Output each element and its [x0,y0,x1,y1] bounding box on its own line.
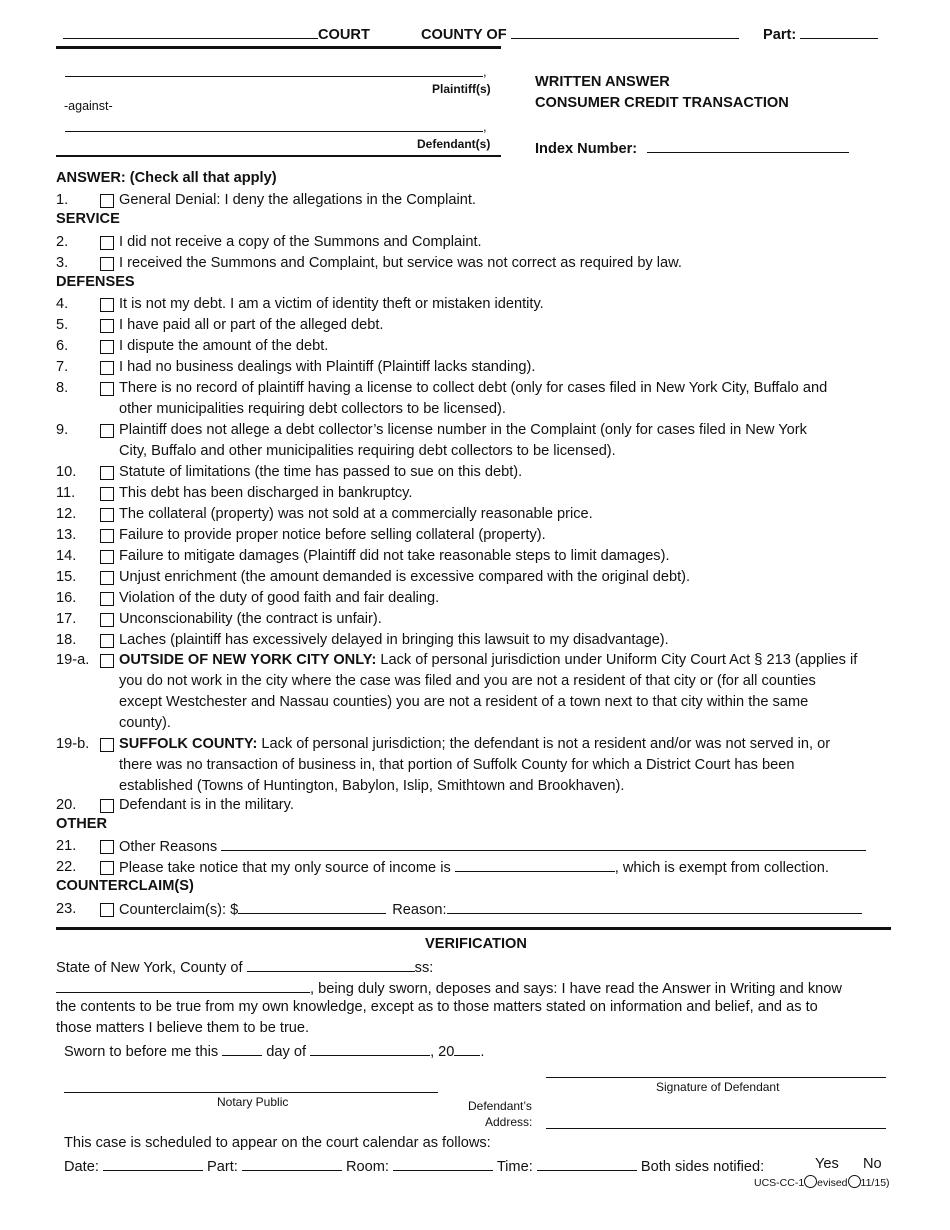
item-number: 22. [56,859,77,875]
index-number-line [535,138,849,157]
signature-defendant-label: Signature of Defendant [656,1080,780,1094]
item-checkbox[interactable] [100,298,114,312]
item-line: Unconscionability (the contract is unfair). [119,611,382,627]
item-line: Failure to mitigate damages (Plaintiff did not take reasonable steps to limit damages). [119,548,670,564]
county-line [421,24,739,43]
item-text [119,857,829,879]
item-checkbox[interactable] [100,487,114,501]
against-label: -against- [64,99,113,113]
item-checkbox[interactable] [100,236,114,250]
sworn-before-line [64,1041,484,1060]
item-number: 8. [56,380,69,396]
item-number: 16. [56,590,77,606]
calendar-date-field[interactable] [103,1156,203,1171]
item-checkbox[interactable] [100,529,114,543]
caption-top-rule [56,46,501,49]
form-id-part-3: 11/15) [860,1177,890,1189]
sworn-text: , being duly sworn, deposes and says: I have read the Answer in Writing and know [310,981,842,997]
item-text [119,378,827,420]
state-county-label: State of New York, County of [56,960,243,976]
item-line: I did not receive a copy of the Summons and Complaint. [119,234,482,250]
item-number: 9. [56,422,69,438]
caption-bottom-rule [56,155,501,157]
item-number: 23. [56,901,77,917]
item-line: The collateral (property) was not sold at a commercially reasonable price. [119,506,593,522]
item-checkbox[interactable] [100,257,114,271]
item-checkbox[interactable] [100,319,114,333]
part-field[interactable] [800,24,878,39]
item-text [119,420,807,462]
item-checkbox[interactable] [100,861,114,875]
item-checkbox[interactable] [100,361,114,375]
item-line: General Denial: I deny the allegations in the Complaint. [119,192,476,208]
calendar-intro: This case is scheduled to appear on the court calendar as follows: [64,1135,491,1151]
counterclaim-reason-field[interactable] [447,899,862,914]
defendant-label: Defendant(s) [417,137,491,151]
item-checkbox[interactable] [100,654,114,668]
year-prefix: , 20 [430,1044,455,1060]
item-checkbox[interactable] [100,424,114,438]
verification-line-3: those matters I believe them to be true. [56,1020,310,1036]
item-checkbox[interactable] [100,571,114,585]
item-checkbox[interactable] [100,194,114,208]
item-line: you do not work in the city where the case was filed and you are not a resident of that city or (for all counties [119,673,816,689]
item-checkbox[interactable] [100,613,114,627]
item-text [119,609,382,630]
item-line: established (Towns of Huntington, Babylon, Islip, Smithtown and Brookhaven). [119,778,625,794]
calendar-time-field[interactable] [537,1156,637,1171]
item-text [119,357,535,378]
item-checkbox[interactable] [100,550,114,564]
both-sides-label: Both sides notified: [640,1159,765,1175]
item-checkbox[interactable] [100,903,114,917]
item-checkbox[interactable] [100,738,114,752]
verification-title: VERIFICATION [425,936,527,952]
item-line [119,650,857,671]
item-number: 10. [56,464,77,480]
item-line: Statute of limitations (the time has passed to sue on this debt). [119,464,523,480]
calendar-time-label: Time: [496,1159,533,1175]
item-text [119,232,482,253]
item-text [119,734,830,797]
item-checkbox[interactable] [100,634,114,648]
no-radio[interactable] [848,1175,861,1188]
item-text [119,462,522,483]
part-line [763,24,878,43]
item-text [119,836,866,858]
state-county-line [56,957,433,976]
reason-label: Reason: [392,902,447,918]
doc-title-2: CONSUMER CREDIT TRANSACTION [535,95,789,111]
item-line [119,734,830,755]
item-number: 17. [56,611,77,627]
other-reasons-field[interactable] [221,836,866,851]
item-number: 2. [56,234,69,250]
plaintiff-label: Plaintiff(s) [432,82,491,96]
item-text [119,483,412,504]
item-text [119,504,593,525]
form-id-part-1: UCS-CC-1 [754,1177,805,1189]
item-line: Failure to provide proper notice before selling collateral (property). [119,527,546,543]
item-bold-lead: SUFFOLK COUNTY: [119,736,258,752]
notary-signature-field[interactable] [64,1092,438,1093]
item-text [119,294,544,315]
comma: , [483,119,487,134]
county-label: COUNTY OF [421,27,507,43]
item-checkbox[interactable] [100,508,114,522]
item-line: It is not my debt. I am a victim of identity theft or mistaken identity. [119,296,544,312]
form-id [754,1175,890,1189]
item-number: 7. [56,359,69,375]
item-line-text: Lack of personal jurisdiction under Uniform City Court Act § 213 (applies if [376,652,858,668]
item-checkbox[interactable] [100,592,114,606]
item-number: 4. [56,296,69,312]
sworn-before-label: Sworn to before me this [64,1044,219,1060]
defendant-address-label-1: Defendant’s [468,1099,532,1113]
part-label: Part: [763,27,797,43]
item-line: Violation of the duty of good faith and fair dealing. [119,590,440,606]
no-label: No [863,1156,882,1172]
item-checkbox[interactable] [100,340,114,354]
item-line: Unjust enrichment (the amount demanded is excessive compared with the original debt). [119,569,691,585]
item-checkbox[interactable] [100,466,114,480]
signature-defendant-field[interactable] [546,1077,886,1078]
item-line: I dispute the amount of the debt. [119,338,329,354]
item-number: 20. [56,797,77,813]
item-text [119,588,439,609]
doc-title-1: WRITTEN ANSWER [535,74,670,90]
item-number: 21. [56,838,77,854]
yes-radio[interactable] [804,1175,817,1188]
notary-label: Notary Public [217,1095,289,1109]
defendant-field[interactable] [65,131,483,132]
item-line: Plaintiff does not allege a debt collector’s license number in the Complaint (only for cases filed in New York [119,422,807,438]
defendant-address-label-2: Address: [485,1115,533,1129]
item-text [119,525,546,546]
index-number-field[interactable] [647,138,849,153]
item-bold-lead: OUTSIDE OF NEW YORK CITY ONLY: [119,652,377,668]
item-line: Defendant is in the military. [119,797,294,813]
item-text [119,650,857,734]
item-line: I had no business dealings with Plaintiff (Plaintiff lacks standing). [119,359,536,375]
item-line: City, Buffalo and other municipalities requiring debt collectors to be licensed). [119,443,616,459]
calendar-room-field[interactable] [393,1156,493,1171]
counterclaim-label: Counterclaim(s): $ [119,902,239,918]
section-defenses: DEFENSES [56,274,135,290]
court-label: COURT [318,27,370,43]
item-text [119,253,682,274]
item-line: I have paid all or part of the alleged debt. [119,317,384,333]
item-text [119,630,669,651]
item-text [119,546,670,567]
section-other: OTHER [56,816,108,832]
day-of-label: day of [266,1044,307,1060]
item-text [119,899,862,921]
calendar-line [64,1156,764,1175]
item-line: I received the Summons and Complaint, but service was not correct as required by law. [119,255,682,271]
item-number: 15. [56,569,77,585]
item-text [119,336,328,357]
calendar-room-label: Room: [345,1159,389,1175]
item-line: This debt has been discharged in bankruptcy. [119,485,413,501]
item-line: there was no transaction of business in, that portion of Suffolk County for which a District Court has been [119,757,795,773]
item-line: county). [119,715,171,731]
sworn-line [56,978,842,997]
item-number: 11. [56,485,76,501]
item-line: Other Reasons [119,839,218,855]
item-checkbox[interactable] [100,382,114,396]
item-text [119,190,476,211]
sworn-day-field[interactable] [222,1041,262,1056]
item-number: 12. [56,506,77,522]
item-number: 19-b. [56,736,90,752]
item-number: 19-a. [56,652,90,668]
answer-header: ANSWER: (Check all that apply) [56,170,277,186]
income-source-field[interactable] [455,857,615,872]
form-id-part-2: evised [817,1177,848,1189]
defendant-address-field[interactable] [546,1128,886,1129]
item-line: other municipalities requiring debt collectors to be licensed). [119,401,506,417]
county-field[interactable] [511,24,739,39]
sworn-month-field[interactable] [310,1041,430,1056]
item-line: Laches (plaintiff has excessively delayed in bringing this lawsuit to my disadvantage). [119,632,669,648]
item-number: 18. [56,632,77,648]
counterclaim-amount-field[interactable] [238,899,386,914]
deponent-name-field[interactable] [56,978,310,993]
year-suffix: . [480,1044,485,1060]
item-number: 6. [56,338,69,354]
item-text [119,795,294,816]
item-number: 5. [56,317,69,333]
item-text [119,315,384,336]
item-line: There is no record of plaintiff having a license to collect debt (only for cases filed in New York City, Buffalo and [119,380,828,396]
section-counterclaims: COUNTERCLAIM(S) [56,878,194,894]
item-line: , which is exempt from collection. [614,860,829,876]
court-line [63,24,370,43]
comma: , [483,64,487,79]
item-number: 1. [56,192,69,208]
verification-county-field[interactable] [247,957,415,972]
verification-line-2: the contents to be true from my own knowledge, except as to those matters stated on information and belief, and as to [56,999,818,1015]
item-line: Please take notice that my only source of income is [119,860,451,876]
index-number-label: Index Number: [535,141,638,157]
item-text [119,567,690,588]
calendar-date-label: Date: [64,1159,99,1175]
plaintiff-field[interactable] [65,76,483,77]
item-number: 13. [56,527,77,543]
verification-rule [56,927,891,930]
item-number: 14. [56,548,77,564]
item-checkbox[interactable] [100,799,114,813]
item-checkbox[interactable] [100,840,114,854]
section-service: SERVICE [56,211,120,227]
item-line-text: Lack of personal jurisdiction; the defendant is not a resident and/or was not served in, or [257,736,831,752]
item-line: except Westchester and Nassau counties) you are not a resident of a town next to that city within the same [119,694,809,710]
sworn-year-field[interactable] [454,1041,480,1056]
calendar-part-field[interactable] [242,1156,342,1171]
calendar-part-label: Part: [207,1159,238,1175]
yes-label: Yes [815,1156,839,1172]
ss-label: ss: [414,960,434,976]
court-name-field[interactable] [63,24,318,39]
item-number: 3. [56,255,69,271]
